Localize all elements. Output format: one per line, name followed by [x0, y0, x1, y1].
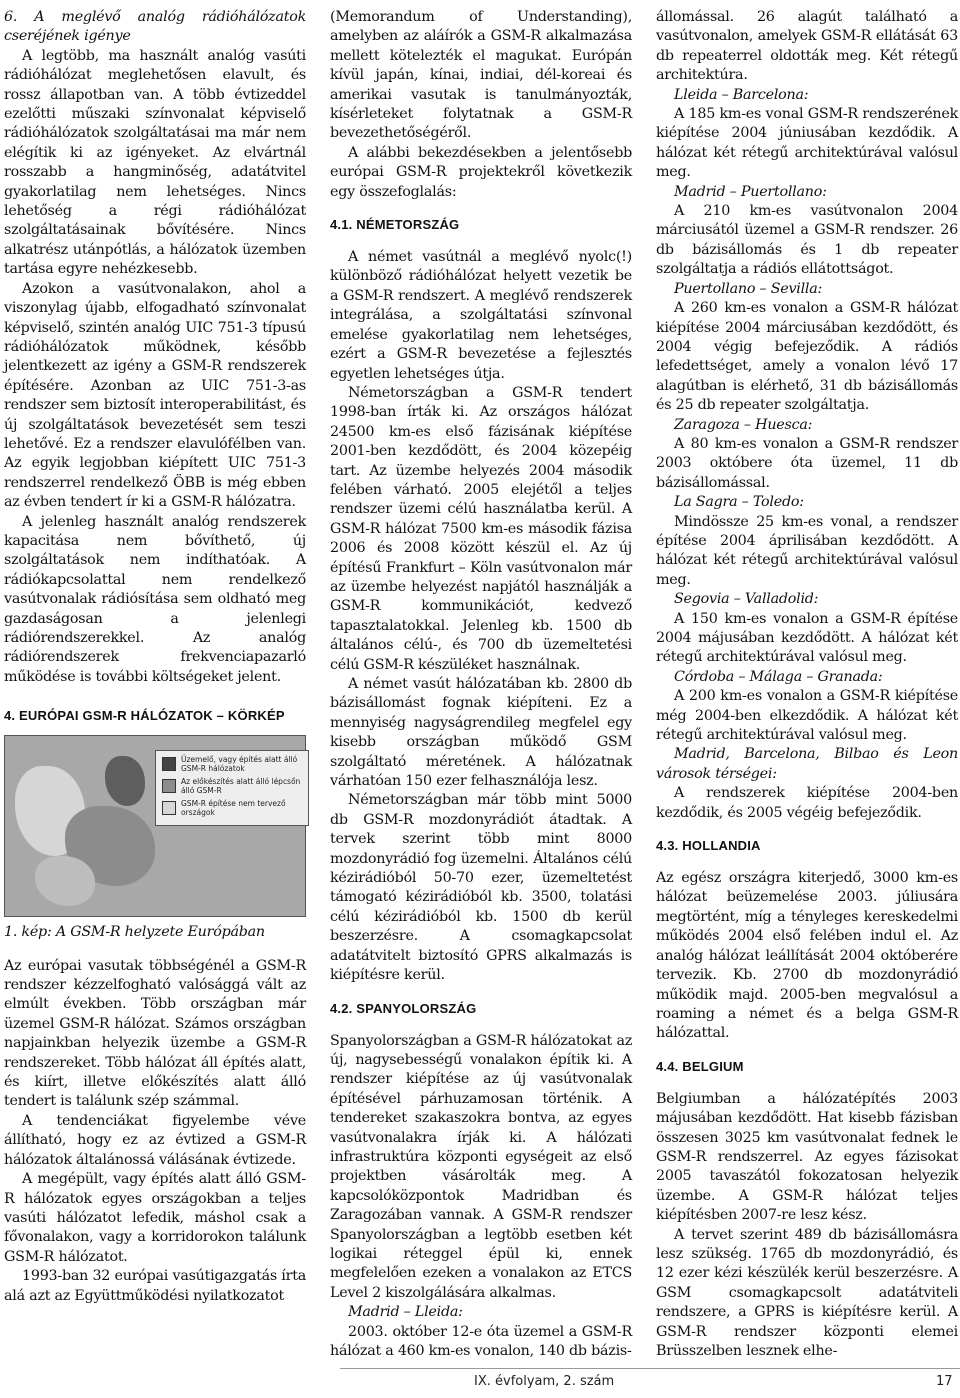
page-number: 17	[936, 1374, 953, 1389]
paragraph: Németországban a GSM-R tendert 1998-ban írták ki. Az országos hálózat 24500 km-es első fázisának kiépítése 2001-ben kezdődött, és 2004 közepéig tart. Az üzembe helyezés 2004 második felében várható. 2005 elejétől a teljes rendszer üzemi célú használatba kerül. A GSM-R hálózat 7500 km-es második fázisa 2006 és 2008 között készül el. Az új építésű Frankfurt – Köln vasútvonalon már az üzembe helyezést napjától használják a GSM-R kommunikációt, kedvező tapasztalatokkal. Jelenleg kb. 1500 db általános célú-, és 700 db üzemeltetési célú GSM-R készüléket használnak.	[330, 384, 632, 673]
paragraph: A német vasút hálózatában kb. 2800 db bázisállomást fognak kiépíteni. Ez a mennyiség nagyságrendileg megfelel egy kisebb országban működő GSM szolgáltató méretének. A hálózatnak várhatóan 150 ezer felhasználója lesz.	[330, 676, 632, 790]
route-heading: Madrid – Puertollano:	[674, 183, 827, 200]
paragraph: A tervet szerint 489 db bázisállomásra lesz szükség. 1765 db mozdonyrádió, és 12 ezer kézi készülék kerül beszerzésre. A GSM csomagkapcsolt adatátviteli rendszere, a GPRS is kiépítésre kerül. A GSM-R rendszer központi elemei Brüsszelben lesznek elhe-	[656, 1226, 958, 1359]
paragraph: A 185 km-es vonal GSM-R rendszerének kiépítése 2004 júniusában kezdődik. A hálózat két rétegű architektúrával valósul meg.	[656, 106, 958, 181]
section-4-2-title: 4.2. SPANYOLORSZÁG	[330, 1000, 477, 1016]
section-4-1-title: 4.1. NÉMETORSZÁG	[330, 217, 460, 233]
legend-label: GSM-R építése nem tervező országok	[181, 799, 286, 818]
paragraph: 1993-ban 32 európai vasútigazgatás írta alá azt az Együttműködési nyilatkozatot	[4, 1268, 306, 1304]
paragraph: A 260 km-es vonalon a GSM-R hálózat kiépítése 2004 márciusában kezdődött, és 2004 végig befejeződik. A rádiós lefedettséget, amely a vonalon lévő 17 alagútban is elérhető, 31 db bázisállomás és 25 db repeater szolgáltatja.	[656, 300, 958, 414]
legend-label: Üzemelő, vagy építés alatt álló GSM-R hálózatok	[181, 755, 298, 774]
paragraph: állomással. 26 alagút található a vasútvonalon, amelyek GSM-R ellátását 63 db repeaterrel oldották meg. Két rétegű architektúra.	[656, 9, 958, 84]
legend-item	[162, 777, 302, 795]
route-heading: Lleida – Barcelona:	[674, 86, 809, 103]
paragraph: A rendszerek kiépítése 2004-ben kezdődik, és 2005 végéig befejeződik.	[656, 785, 958, 821]
paragraph: Spanyolországban a GSM-R hálózatokat az új, nagysebességű vonalakon építik ki. A rendszer kiépítése az új vasútvonalak építésével párhuzamosan történik. A tendereket szakaszokra bontva, az egyes vasútvonalakra írják ki. A hálózati infrastruktúra központi egységeit az első projektben vásárolták meg. A kapcsolóközpontok Madridban és Zaragozában vannak. A GSM-R rendszer Spanyolországban a legtöbb esetben két logikai réteggel épül ki, ennek megfelelően ezeken a vonalakon az ETCS Level 2 kiszolgálására alkalmas.	[330, 1032, 632, 1301]
column-1	[4, 8, 306, 1306]
paragraph: Az európai vasutak többségénél a GSM-R rendszer kézzelfogható valósággá vált az elmúlt években. Több országban már üzemel GSM-R hálózat. Számos országban napjainkban helyezik üzembe a GSM-R rendszereket. Több hálózat áll építés alatt, és kiírt, illetve előkészítés alatt álló tendert is találunk szép számmal.	[4, 957, 306, 1110]
paragraph: Németországban már több mint 5000 db GSM-R mozdonyrádiót átadtak. A tervek szerint több mint 8000 mozdonyrádió fog üzemelni. Általános célú kézirádióból 50-70 ezer, üzemeltetést támogató kézirádióból kb. 3500, tolatási célú kézirádióból kb. 1500 db kerül beszerzésre. A csomagkapcsolat adatátvitelt biztosító GPRS alkalmazás is kiépítésre kerül.	[330, 792, 632, 984]
column-3	[656, 8, 958, 1361]
paragraph: Azokon a vasútvonalakon, ahol a viszonylag újabb, elfogadható színvonalat képviselő, szintén analóg UIC 751-3 típusú rádióhálózatok működnek, később jelentkezett az igény a GSM-R rendszerek építésére. Azonban az UIC 751-3-as rendszer sem biztosít interoperabilitást, és új szolgáltatások bevezetését sem teszi lehetővé. Ez a rendszer elavulófélben van. Az egyik legjobban kiépített UIC 751-3 rendszerrel rendelkező ÖBB is még ebben az évben tendert ír ki a GSM-R hálózatra.	[4, 280, 306, 511]
legend-swatch	[162, 757, 176, 771]
paragraph: A legtöbb, ma használt analóg vasúti rádióhálózat meglehetősen elavult, és rossz állapotban van. A több évtizeddel ezelőtti műszaki színvonalat képviselő rádióhálózatok szolgáltatásai ma már nem elégítik ki az igényeket. Az elvártnál rosszabb a hangminőség, adatátvitel gyakorlatilag nem lehetséges. Nincs lehetőség a régi rádióhálózat szolgáltatásainak bővítésére. Nincs alkatrész utánpótlás, a hálózatok üzemben tartása egyre nehézkesebb.	[4, 47, 306, 278]
paragraph: A megépült, vagy építés alatt álló GSM-R hálózatok egyes országokban a teljes vasúti hálózatot lefedik, máshol csak a fővonalakon, vagy a korridorokon találunk GSM-R hálózatot.	[4, 1171, 306, 1265]
paragraph: A alábbi bekezdésekben a jelentősebb európai GSM-R projektekről következik egy összefoglalás:	[330, 144, 632, 200]
paragraph: A tendenciákat figyelembe véve állítható, hogy ez az évtized a GSM-R hálózatok általánossá válásának évtizede.	[4, 1112, 306, 1168]
figure-caption: 1. kép: A GSM-R helyzete Európában	[4, 924, 265, 941]
column-2	[330, 8, 632, 1361]
route-heading: Madrid, Barcelona, Bilbao és Leon városok térségei:	[656, 746, 958, 782]
route-heading: Córdoba – Málaga – Granada:	[674, 668, 883, 685]
paragraph: A 80 km-es vonalon a GSM-R rendszer 2003 októbere óta üzemel, 11 db bázisállomással.	[656, 435, 958, 491]
legend-swatch	[162, 779, 176, 793]
legend-item	[162, 755, 302, 773]
route-heading: Madrid – Lleida:	[348, 1304, 463, 1321]
paragraph: A német vasútnál a meglévő nyolc(!) különböző rádióhálózat helyett vezetik be a GSM-R rendszert. A meglévő rendszerek integrálása, a szolgáltatási színvonal emelése gyakorlatilag nem lehetséges, ezért a GSM-R bevezetése a fejlesztés egyetlen lehetséges útja.	[330, 249, 632, 382]
legend-label: Az előkészítés alatt álló lépcsőn álló GSM-R	[181, 777, 301, 796]
section-6-title: 6. A meglévő analóg rádióhálózatok cseréjének igénye	[4, 9, 306, 45]
paragraph: Belgiumban a hálózatépítés 2003 májusában kezdődött. Hat kisebb fázisban összesen 3025 km vasútvonalat fednek le GSM-R rendszerrel. Az egyes fázisokat 2005 tavaszától fokozatosan helyezik üzembe. A GSM-R hálózat teljes kiépítésben 2007-re lesz kész.	[656, 1090, 958, 1224]
paragraph: Mindössze 25 km-es vonal, a rendszer építése 2004 áprilisában kezdődött. A hálózat két rétegű architektúrával valósul meg.	[656, 513, 958, 588]
paragraph: A jelenleg használt analóg rendszerek kapacitása nem bővíthető, új szolgáltatások nem indíthatóak. A rádiókapcsolattal nem rendelkező vasútvonalak rádiósítása sem oldható meg gazdaságosan a jelenlegi rádiórendszerekkel. Az analóg rádiórendszerek frekvenciapazarló működése is további költségeket jelent.	[4, 513, 306, 685]
section-4-title: 4. EURÓPAI GSM-R HÁLÓZATOK – KÖRKÉP	[4, 708, 285, 724]
paragraph: Az egész országra kiterjedő, 3000 km-es hálózat beüzemelése 2003. júliusára megtörtént, míg a tényleges kereskedelmi működés 2004 első felében indul el. Az analóg hálózat leállítását 2004 októberére tervezik. Kb. 2700 db mozdonyrádió működik majd. 2005-ben megvalósul a roaming a német és a belga GSM-R hálózattal.	[656, 870, 958, 1042]
footer-issue: IX. évfolyam, 2. szám	[474, 1374, 615, 1389]
paragraph: A 150 km-es vonalon a GSM-R építése 2004 májusában kezdődött. A hálózat két rétegű architektúrával valósul meg.	[656, 610, 958, 666]
route-heading: Puertollano – Sevilla:	[674, 280, 823, 297]
route-heading: Segovia – Valladolid:	[674, 591, 819, 608]
footer-rule	[340, 1368, 960, 1369]
section-4-4-title: 4.4. BELGIUM	[656, 1058, 744, 1074]
paragraph: 2003. október 12-e óta üzemel a GSM-R hálózat a 460 km-es vonalon, 140 db bázis-	[330, 1323, 632, 1359]
map-legend	[155, 750, 309, 826]
legend-item	[162, 799, 302, 817]
europe-map-figure	[4, 735, 306, 917]
route-heading: La Sagra – Toledo:	[674, 494, 804, 511]
paragraph: A 210 km-es vasútvonalon 2004 márciusától üzemel a GSM-R rendszer. 26 db bázisállomás és 1 db repeater szolgáltatja a rádiós ellátottságot.	[656, 203, 958, 278]
section-4-3-title: 4.3. HOLLANDIA	[656, 838, 761, 854]
paragraph: A 200 km-es vonalon a GSM-R kiépítése még 2004-ben elkezdődik. A hálózat két rétegű architektúrával valósul meg.	[656, 688, 958, 744]
route-heading: Zaragoza – Huesca:	[674, 416, 813, 433]
paragraph: (Memorandum of Understanding), amelyben az aláírók a GSM-R alkalmazása mellett kötelezték el magukat. Európán kívül japán, kínai, indiai, dél-koreai és amerikai vasutak is tanulmányozták, kísérleteket folytatnak a GSM-R bevezethetőségéről.	[330, 9, 632, 142]
legend-swatch	[162, 801, 176, 815]
